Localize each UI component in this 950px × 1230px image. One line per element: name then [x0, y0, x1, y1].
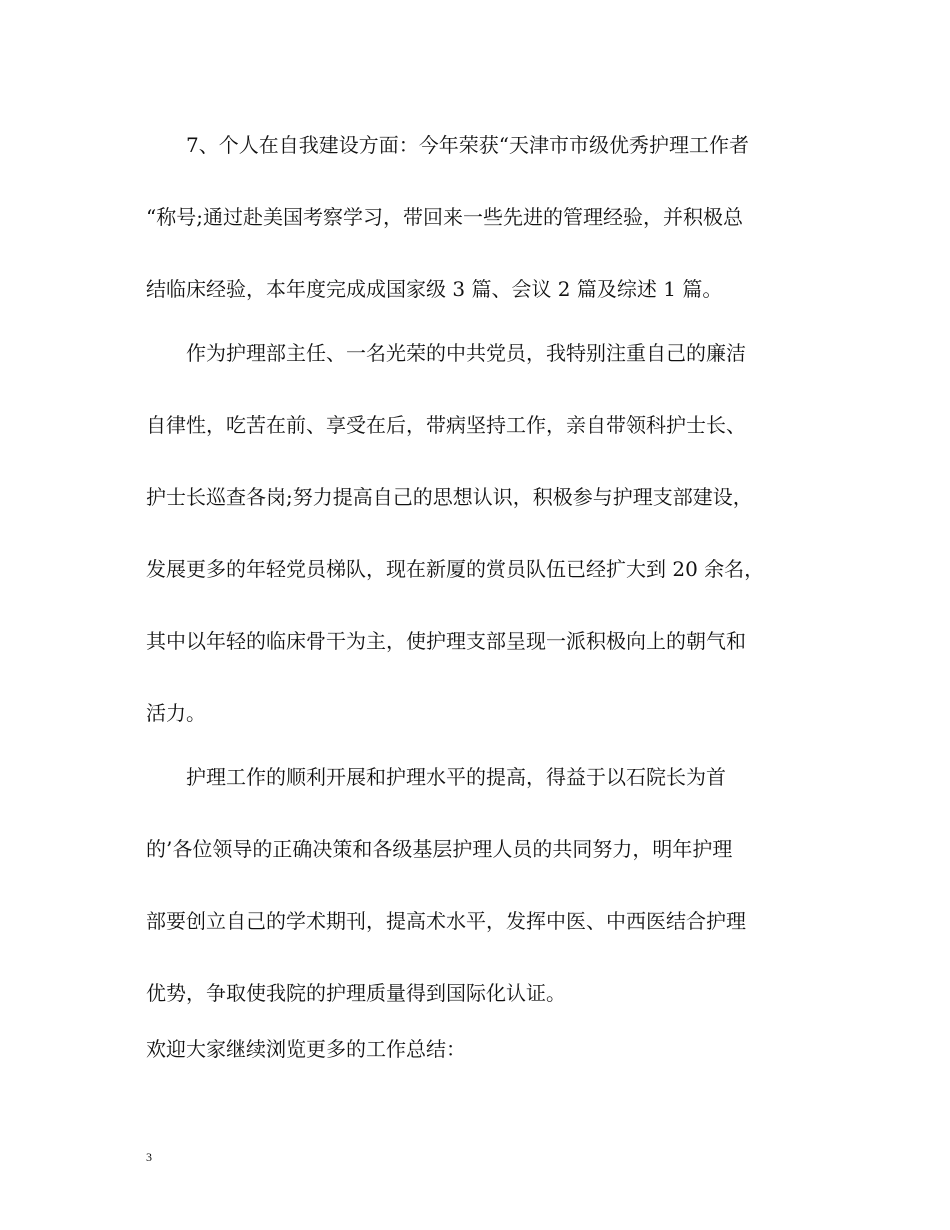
paragraph-2-line-2: 自律性，吃苦在前、享受在后，带病坚持工作，亲自带领科护士长、: [146, 413, 746, 437]
paragraph-2-line-3: 护士长巡查各岗;努力提高自己的思想认识，积极参与护理支部建设，: [146, 485, 753, 509]
paragraph-3-line-2: 的’各位领导的正确决策和各级基层护理人员的共同努力，明年护理: [146, 837, 733, 861]
closing-line: 欢迎大家继续浏览更多的工作总结：: [146, 1037, 466, 1061]
paragraph-3-line-1: 护理工作的顺利开展和护理水平的提高，得益于以石院长为首: [186, 765, 726, 789]
paragraph-2-line-4: 发展更多的年轻党员梯队，现在新厦的赏员队伍已经扩大到 20 余名，: [146, 557, 765, 581]
paragraph-2-line-1: 作为护理部主任、一名光荣的中共党员，我特别注重自己的廉洁: [186, 341, 746, 365]
paragraph-1-line-3: 结临床经验，本年度完成成国家级 3 篇、会议 2 篇及综述 1 篇。: [146, 277, 723, 301]
paragraph-1-line-2: “称号;通过赴美国考察学习，带回来一些先进的管理经验，并积极总: [146, 205, 743, 229]
paragraph-3-line-4: 优势，争取使我院的护理质量得到国际化认证。: [146, 981, 566, 1005]
page-number: 3: [146, 1150, 152, 1164]
paragraph-3-line-3: 部要创立自己的学术期刊，提高术水平，发挥中医、中西医结合护理: [146, 909, 746, 933]
paragraph-2-line-6: 活力。: [146, 701, 206, 725]
paragraph-1-line-1: 7、个人在自我建设方面：今年荣获“天津市市级优秀护理工作者: [186, 133, 749, 157]
paragraph-2-line-5: 其中以年轻的临床骨干为主，使护理支部呈现一派积极向上的朝气和: [146, 629, 746, 653]
